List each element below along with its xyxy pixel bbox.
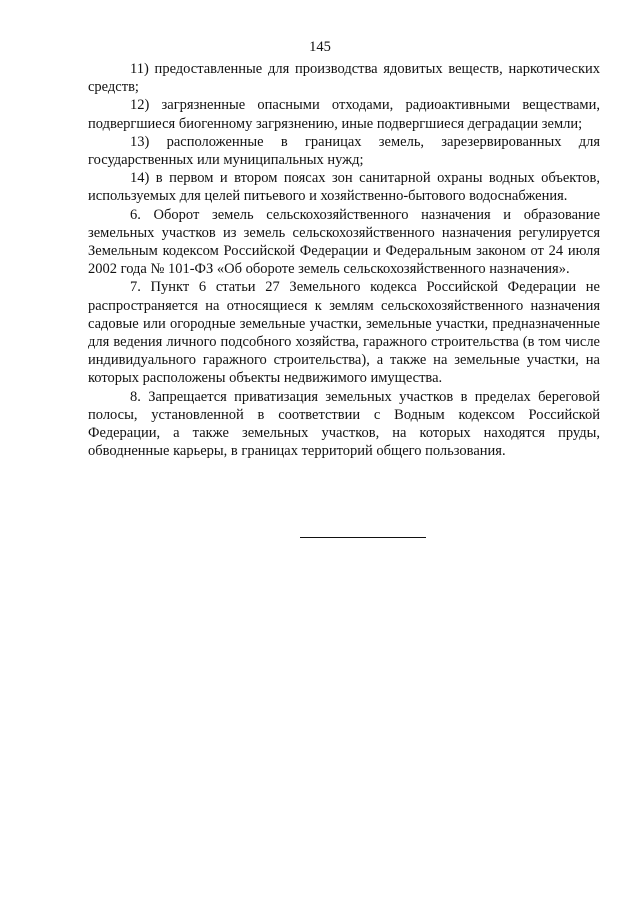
paragraph-point-6: 6. Оборот земель сельскохозяйственного назначения и образование земельных участков из земель сельскохозяйственного назначения регулируется Земельным кодексом Российской Федерации и Федеральным законом от 24 июля 2002 года № 101-ФЗ «Об обороте земель сельскохозяйственного назначения». [88, 206, 600, 278]
document-body [88, 60, 600, 460]
paragraph-item-11: 11) предоставленные для производства ядовитых веществ, наркотических средств; [88, 61, 600, 96]
paragraph-point-8: 8. Запрещается приватизация земельных участков в пределах береговой полосы, установленной в соответствии с Водным кодексом Российской Федерации, а также земельных участков, на которых находятся пруды, обводненные карьеры, в границах территорий общего пользования. [88, 388, 600, 460]
paragraph-item-13: 13) расположенные в границах земель, зарезервированных для государственных или муниципальных нужд; [88, 133, 600, 169]
paragraph-item-14: 14) в первом и втором поясах зон санитарной охраны водных объектов, используемых для целей питьевого и хозяйственно-бытового водоснабжения. [88, 170, 600, 205]
paragraph-point-7: 7. Пункт 6 статьи 27 Земельного кодекса Российской Федерации не распространяется на относящиеся к землям сельскохозяйственного назначения садовые или огородные земельные участки, земельные участки, предназначенные для ведения личного подсобного хозяйства, гаражного строительства (в том числе индивидуального гаражного строительства), а также на земельные участки, на которых расположены объекты недвижимого имущества. [88, 279, 600, 387]
page-number: 145 [309, 39, 331, 55]
end-of-text-rule [300, 537, 426, 538]
paragraph-item-12: 12) загрязненные опасными отходами, радиоактивными веществами, подвергшиеся биогенному загрязнению, иные подвергшиеся деградации земли; [88, 97, 600, 132]
